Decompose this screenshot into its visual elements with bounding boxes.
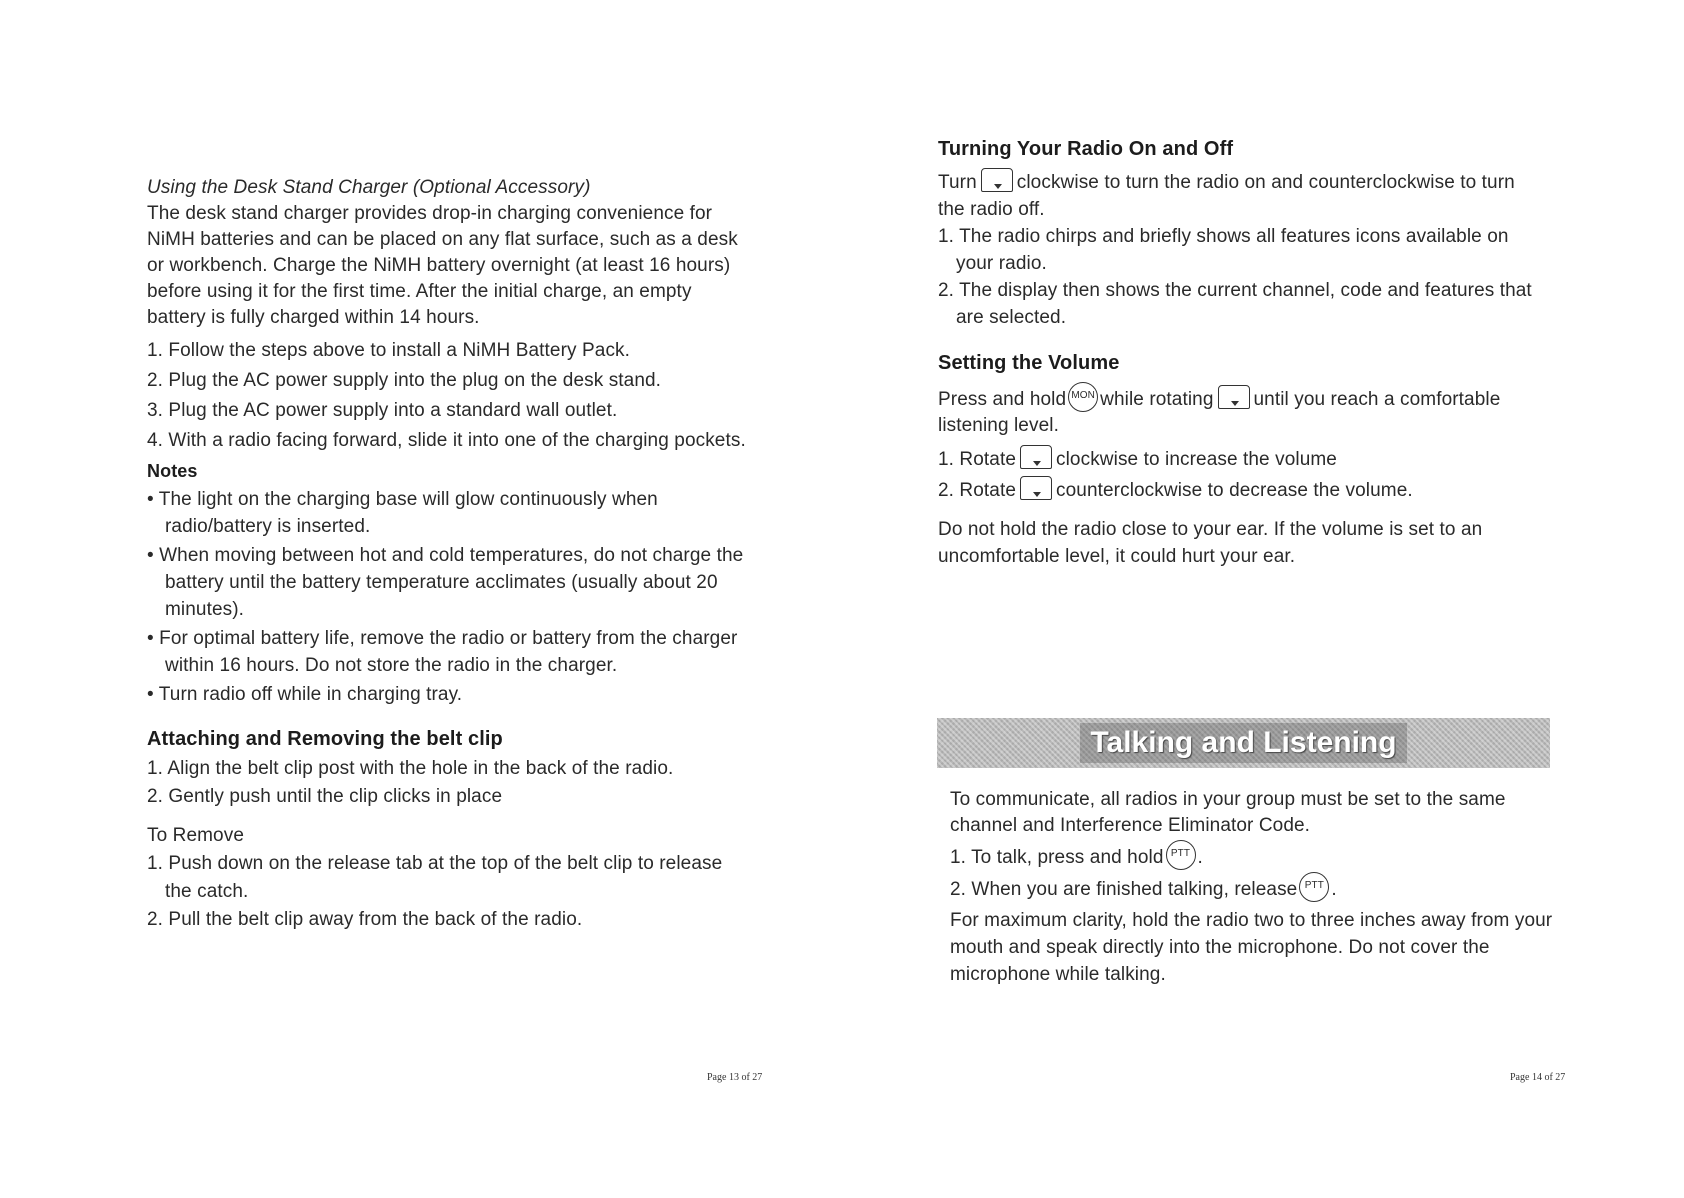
volume-title: Setting the Volume <box>938 352 1120 374</box>
desk-charger-intro-line: NiMH batteries and can be placed on any flat surface, such as a desk <box>147 229 738 250</box>
note-item: • Turn radio off while in charging tray. <box>147 684 463 705</box>
clarity-line: mouth and speak directly into the microphone. Do not cover the <box>950 937 1490 958</box>
note-item-cont: battery until the battery temperature acclimates (usually about 20 <box>165 572 718 593</box>
volume-knob-icon <box>1020 445 1052 469</box>
volume-line <box>938 385 1500 415</box>
volume-warning: uncomfortable level, it could hurt your ear. <box>938 546 1296 567</box>
desk-charger-intro-line: The desk stand charger provides drop-in charging convenience for <box>147 203 713 224</box>
talk-step: 1. To talk, press and hold PTT . <box>950 843 1203 873</box>
on-off-step: 2. The display then shows the current channel, code and features that <box>938 280 1532 301</box>
notes-title: Notes <box>147 461 198 481</box>
on-off-title: Turning Your Radio On and Off <box>938 138 1234 160</box>
note-item: • The light on the charging base will glow continuously when <box>147 489 658 510</box>
desk-charger-intro-line: or workbench. Charge the NiMH battery overnight (at least 16 hours) <box>147 255 731 276</box>
remove-step: 2. Pull the belt clip away from the back of the radio. <box>147 909 583 930</box>
on-off-step-cont: are selected. <box>956 307 1067 328</box>
to-remove-title: To Remove <box>147 825 244 846</box>
talk-step-text: 2. When you are finished talking, release <box>950 879 1298 901</box>
note-item-cont: minutes). <box>165 599 245 620</box>
talk-step-text: 1. To talk, press and hold <box>950 847 1164 869</box>
remove-step: 1. Push down on the release tab at the top of the belt clip to release <box>147 853 723 874</box>
desk-charger-title: Using the Desk Stand Charger (Optional Accessory) <box>147 177 591 198</box>
on-off-step-cont: your radio. <box>956 253 1047 274</box>
banner-title: Talking and Listening <box>1080 723 1406 763</box>
volume-step-text: 1. Rotate <box>938 449 1017 470</box>
charger-step: 4. With a radio facing forward, slide it into one of the charging pockets. <box>147 430 746 451</box>
belt-step: 2. Gently push until the clip clicks in place <box>147 786 503 807</box>
note-item-cont: within 16 hours. Do not store the radio in the charger. <box>165 655 618 676</box>
note-item: • For optimal battery life, remove the radio or battery from the charger <box>147 628 738 649</box>
ptt-button-icon: PTT <box>1299 872 1329 902</box>
volume-text: Press and hold <box>938 389 1067 411</box>
volume-step-text: 2. Rotate <box>938 480 1017 501</box>
volume-step-text: clockwise to increase the volume <box>1056 449 1337 470</box>
talk-intro: To communicate, all radios in your group must be set to the same <box>950 789 1506 810</box>
volume-step <box>938 477 1413 504</box>
volume-text: while rotating <box>1100 389 1214 411</box>
page-number: Page 14 of 27 <box>1510 1072 1566 1083</box>
volume-step-text: counterclockwise to decrease the volume. <box>1056 480 1413 501</box>
volume-knob-icon <box>1218 385 1250 409</box>
talk-step: 2. When you are finished talking, release PTT . <box>950 875 1337 905</box>
charger-step: 2. Plug the AC power supply into the plug on the desk stand. <box>147 370 662 391</box>
charger-step: 3. Plug the AC power supply into a standard wall outlet. <box>147 400 618 421</box>
clarity-line: For maximum clarity, hold the radio two to three inches away from your <box>950 910 1553 931</box>
right-page <box>842 0 1684 1198</box>
on-off-text: Turn <box>938 172 977 193</box>
desk-charger-intro-line: before using it for the first time. After the initial charge, an empty <box>147 281 692 302</box>
monitor-button-icon: MON <box>1068 382 1098 412</box>
note-item-cont: radio/battery is inserted. <box>165 516 371 537</box>
talk-intro: channel and Interference Eliminator Code. <box>950 815 1311 836</box>
belt-clip-title: Attaching and Removing the belt clip <box>147 728 503 750</box>
volume-text: until you reach a comfortable <box>1253 389 1501 411</box>
section-banner <box>937 718 1550 768</box>
remove-step-cont: the catch. <box>165 881 249 902</box>
volume-knob-icon <box>1020 476 1052 500</box>
charger-step: 1. Follow the steps above to install a NiMH Battery Pack. <box>147 340 631 361</box>
clarity-line: microphone while talking. <box>950 964 1166 985</box>
ptt-button-icon: PTT <box>1166 840 1196 870</box>
on-off-line: the radio off. <box>938 199 1045 220</box>
on-off-step: 1. The radio chirps and briefly shows all features icons available on <box>938 226 1509 247</box>
desk-charger-intro-line: battery is fully charged within 14 hours. <box>147 307 480 328</box>
volume-step <box>938 446 1337 473</box>
note-item: • When moving between hot and cold temperatures, do not charge the <box>147 545 744 566</box>
volume-line: listening level. <box>938 415 1059 436</box>
page-number: Page 13 of 27 <box>707 1072 763 1083</box>
on-off-text: clockwise to turn the radio on and counterclockwise to turn <box>1016 172 1515 193</box>
volume-knob-icon <box>981 168 1013 192</box>
belt-step: 1. Align the belt clip post with the hole in the back of the radio. <box>147 758 674 779</box>
volume-warning: Do not hold the radio close to your ear. If the volume is set to an <box>938 519 1483 540</box>
on-off-line <box>938 169 1515 196</box>
